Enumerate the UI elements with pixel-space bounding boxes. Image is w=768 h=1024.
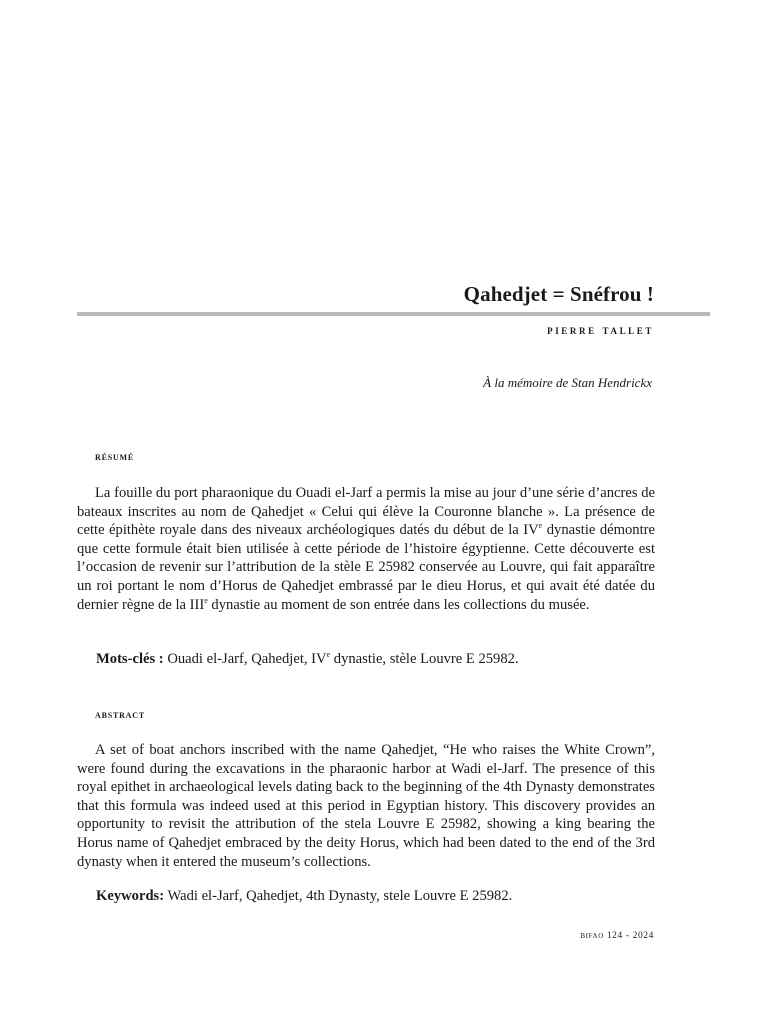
dedication: À la mémoire de Stan Hendrickx [483,375,652,390]
resume-sup-1: e [538,521,543,531]
resume-keywords-label: Mots-clés : [96,650,164,667]
resume-heading: résumé [95,449,135,463]
abstract-keywords-label: Keywords: [96,888,165,904]
abstract-keywords [96,888,512,905]
resume-keywords [96,650,519,668]
resume-keywords-text-1: Ouadi el-Jarf, Qahedjet, IV [163,650,327,667]
abstract-keywords-text: Wadi el-Jarf, Qahedjet, 4th Dynasty, stele Louvre E 25982. [164,888,513,904]
abstract-paragraph: A set of boat anchors inscribed with the name Qahedjet, “He who raises the White Crown”, were found during the excavations in the pharaonic harbor at Wadi el-Jarf. The presence of this royal epithet in archaeological levels dating back to the beginning of the 4th Dynasty demonstrates that this formula was indeed used at this period in Egyptian history. This discovery provides an opportunity to revisit the attribution of the stela Louvre E 25982, showing a king bearing the Horus name of Qahedjet embraced by the deity Horus, which had been dated to the end of the 3rd dynasty when it entered the museum’s collections. [77,742,655,870]
title-rule [77,312,710,316]
resume-paragraph [77,484,655,614]
resume-text-3: dynastie au moment de son entrée dans les collections du musée. [207,596,590,613]
article-title: Qahedjet = Snéfrou ! [463,282,654,306]
author-name: pierre tallet [547,322,654,337]
abstract-heading: abstract [95,707,145,721]
resume-keywords-text-2: dynastie, stèle Louvre E 25982. [330,650,519,667]
resume-text-1: La fouille du port pharaonique du Ouadi el-Jarf a permis la mise au jour d’une série d’ancres de bateaux inscrites au nom de Qahedjet « Celui qui élève la Couronne blanche ». La présence de cette épithète royale dans des niveaux archéologiques datés du début de la IV [77,485,655,539]
running-foot: bifao 124 - 2024 [580,931,654,941]
resume-sup-2: e [204,595,208,605]
resume-keywords-sup: e [326,650,331,659]
resume-text-2: dynastie démontre que cette formule était bien utilisée à cette période de l’histoire égyptienne. Cette découverte est l’occasion de revenir sur l’attribution de la stèle E 25982 conservée au Louvre, qui fait apparaître un roi portant le nom d’Horus de Qahedjet embrassé par le dieu Horus, et qui avait été datée du dernier règne de la III [77,522,655,613]
